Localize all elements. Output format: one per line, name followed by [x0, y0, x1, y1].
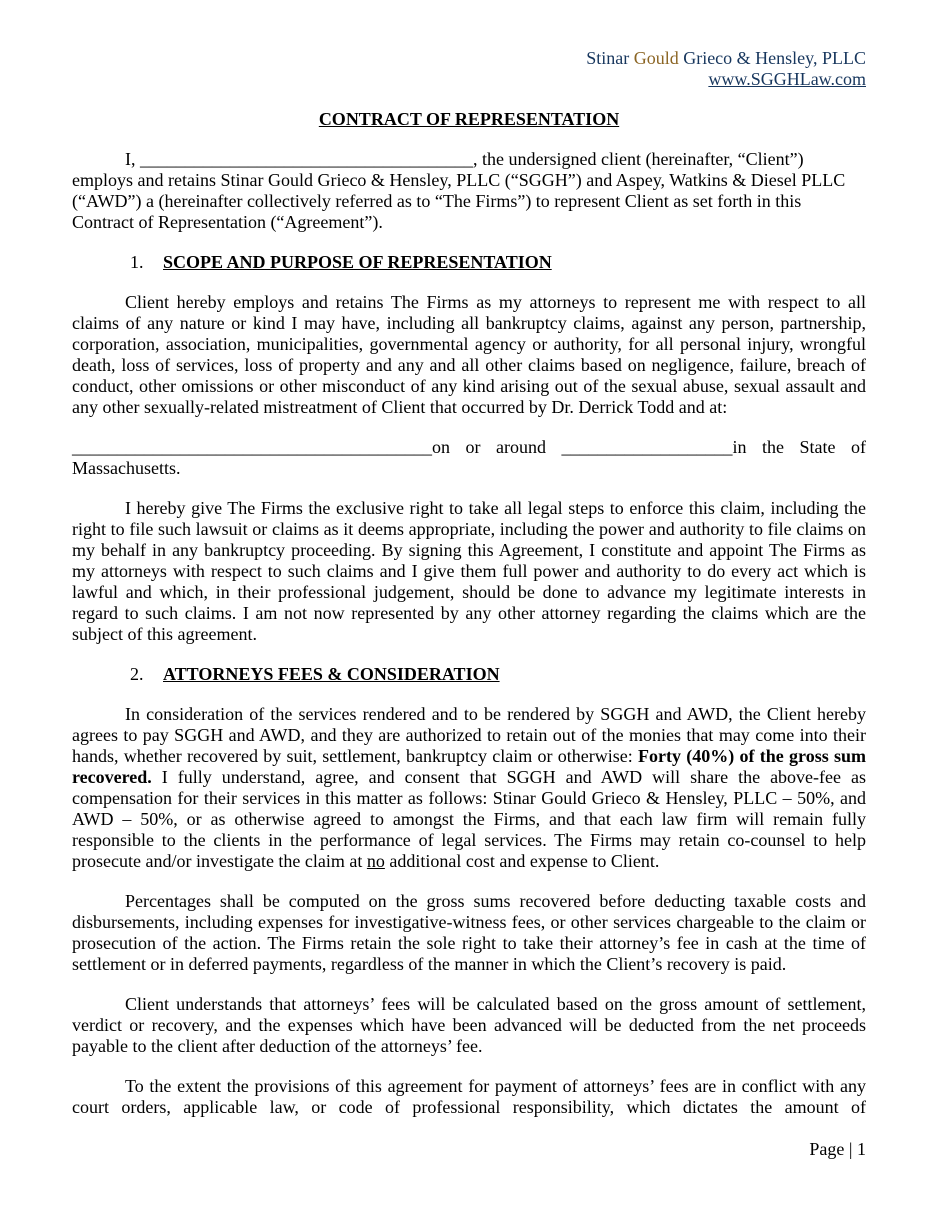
- date-blank: ___________________: [561, 437, 733, 457]
- firm-name-part2: Grieco & Hensley, PLLC: [678, 48, 866, 68]
- section-1-title: SCOPE AND PURPOSE OF REPRESENTATION: [163, 252, 552, 272]
- section-2-heading: [72, 664, 866, 685]
- firm-name-part1: Stinar: [586, 48, 634, 68]
- fees-bold-text: Forty (40%) of the gross sum recovered.: [72, 746, 866, 787]
- incident-location-line: [72, 437, 866, 479]
- intro-paragraph: [72, 149, 866, 233]
- fees-paragraph-4: To the extent the provisions of this agreement for payment of attorneys’ fees are in conflict with any court orders, applicable law, or code of professional responsibility, which dictates the amount of: [72, 1076, 866, 1117]
- client-name-blank: _____________________________________: [140, 149, 473, 169]
- fees-text-run2: I fully understand, agree, and consent that SGGH and AWD will share the above-fee as compensation for their services in this matter as follows: Stinar Gould Grieco & Hensley, PLLC – 50%, and AWD – 50%, or as otherwise agreed to amongst the Firms, and that each law firm will remain fully responsible to the clients in the performance of legal services. The Firms may retain co-counsel to help prosecute and/or investigate the claim at: [72, 767, 866, 871]
- section-1-number: 1.: [130, 252, 144, 272]
- fees-paragraph-3: Client understands that attorneys’ fees will be calculated based on the gross amount of settlement, verdict or recovery, and the expenses which have been advanced will be deducted from the net proceeds payable to the client after deduction of the attorneys’ fee.: [72, 994, 866, 1056]
- location-post-text: in the State of Massachusetts.: [72, 437, 866, 478]
- fees-paragraph-2: Percentages shall be computed on the gross sums recovered before deducting taxable costs and disbursements, including expenses for investigative-witness fees, or other services chargeable to the claim or prosecution of the action. The Firms retain the sole right to take their attorney’s fee in cash at the time of settlement or in deferred payments, regardless of the manner in which the Client’s recovery is paid.: [72, 891, 866, 974]
- intro-text-pre: I,: [125, 149, 140, 169]
- fees-text-run3: additional cost and expense to Client.: [384, 851, 660, 871]
- section-2-title: ATTORNEYS FEES & CONSIDERATION: [163, 664, 500, 684]
- scope-paragraph-2: I hereby give The Firms the exclusive right to take all legal steps to enforce this claim, including the right to file such lawsuit or claims as it deems appropriate, including the power and authority to file claims on my behalf in any bankruptcy proceeding. By signing this Agreement, I constitute and appoint The Firms as my attorneys with respect to such claims and I give them full power and authority to do every act which is lawful and which, in their professional judgement, should be done to advance my legitimate interests in regard to such claims. I am not now represented by any other attorney regarding the claims which are the subject of this agreement.: [72, 498, 866, 644]
- section-2-number: 2.: [130, 664, 144, 684]
- section-1-heading: [72, 252, 866, 273]
- firm-name-gould: Gould: [633, 48, 679, 68]
- intro-text-post: , the undersigned client (hereinafter, “Client”) employs and retains Stinar Gould Grieco & Hensley, PLLC (“SGGH”) and Aspey, Watkins & Diesel PLLC (“AWD”) a (hereinafter collectively referred as to “The Firms”) to represent Client as set forth in this Contract of Representation (“Agreement”).: [72, 149, 846, 232]
- location-blank: ________________________________________: [72, 437, 432, 457]
- website-link[interactable]: www.SGGHLaw.com: [708, 69, 866, 89]
- fees-paragraph-1: [72, 704, 866, 872]
- firm-website-line: [72, 69, 866, 90]
- scope-paragraph-1: Client hereby employs and retains The Firms as my attorneys to represent me with respect to all claims of any nature or kind I may have, including all bankruptcy claims, against any person, partnership, corporation, association, municipalities, governmental agency or authority, for all personal injury, wrongful death, loss of services, loss of property and any and all other claims based on negligence, failure, breach of conduct, other omissions or other misconduct of any kind arising out of the sexual abuse, sexual assault and any other sexually-related mistreatment of Client that occurred by Dr. Derrick Todd and at:: [72, 292, 866, 417]
- fees-text-run1: In consideration of the services rendered and to be rendered by SGGH and AWD, the Client hereby agrees to pay SGGH and AWD, and they are authorized to retain out of the monies that may come into their hands, whether recovered by suit, settlement, bankruptcy claim or otherwise:: [72, 704, 866, 766]
- document-title: CONTRACT OF REPRESENTATION: [318, 109, 620, 129]
- page-number: Page | 1: [809, 1139, 866, 1159]
- firm-name-header: [72, 48, 866, 69]
- location-mid-text: on or around: [432, 437, 562, 457]
- fees-underlined-no: no: [366, 851, 385, 871]
